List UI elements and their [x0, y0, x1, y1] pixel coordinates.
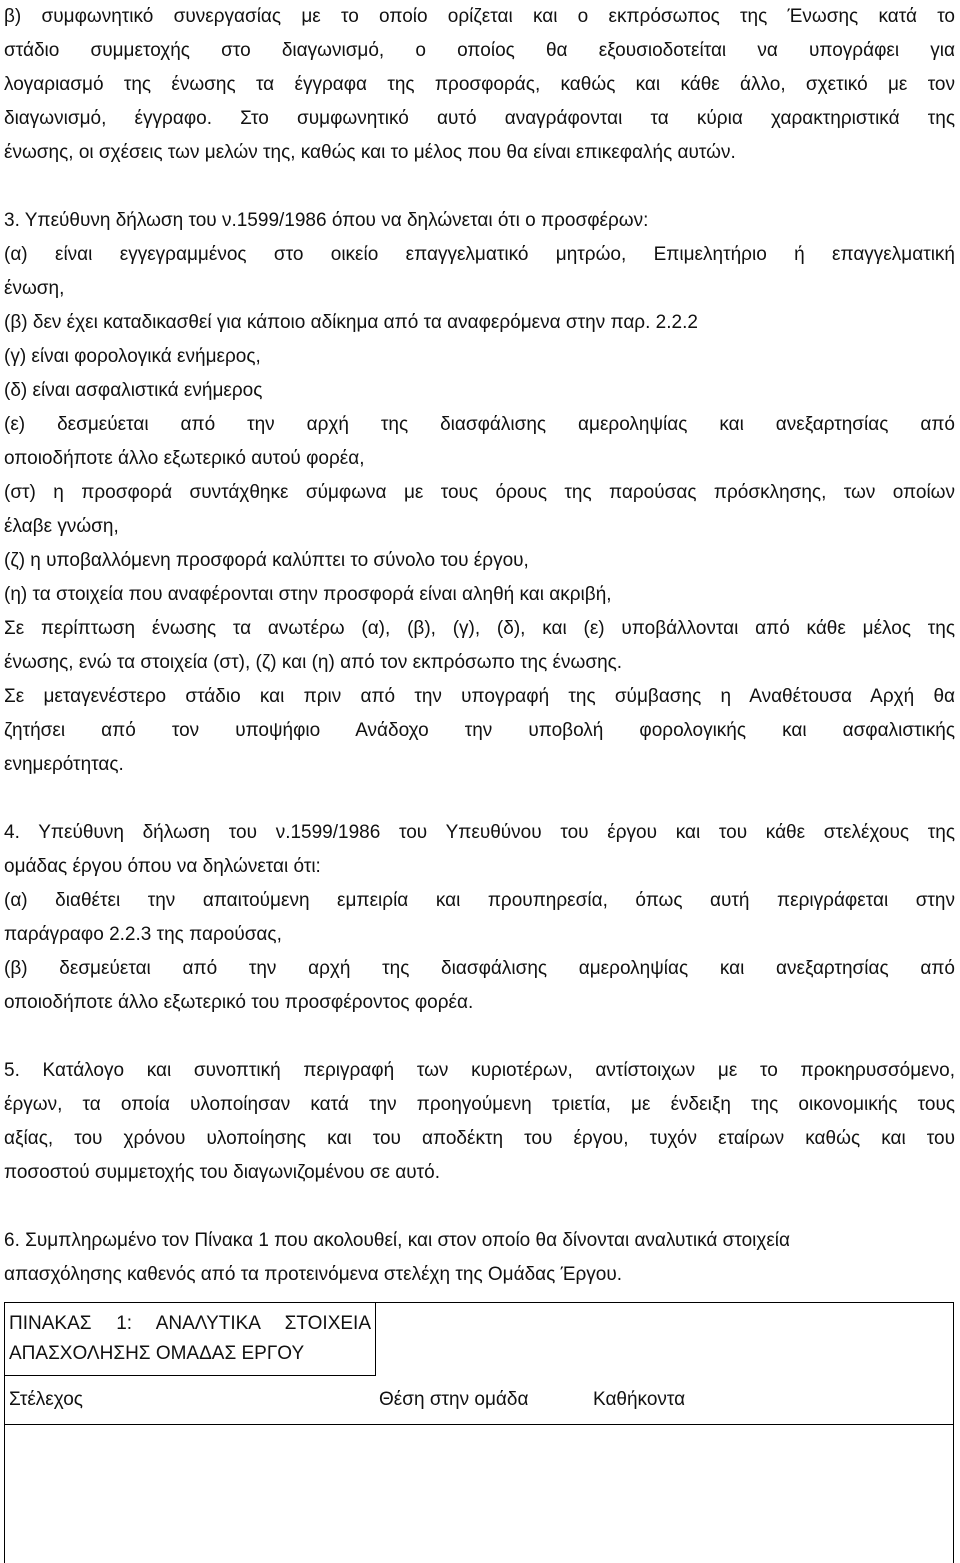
text-line: (β) δεν έχει καταδικασθεί για κάποιο αδίκημα από τα αναφερόμενα στην παρ. 2.2.2 — [4, 312, 698, 333]
column-header-position: Θέση στην ομάδα — [379, 1389, 529, 1410]
text-line: απασχόλησης καθενός από τα προτεινόμενα στελέχη της Ομάδας Έργου. — [4, 1264, 623, 1285]
text-line: ενημερότητας. — [4, 754, 124, 775]
text-line: ομάδας έργου όπου να δηλώνεται ότι: — [4, 856, 321, 877]
text-line: παράγραφο 2.2.3 της παρούσας, — [4, 924, 282, 945]
text-line: (β) δεσμεύεται από την αρχή της διασφάλισης αμεροληψίας και ανεξαρτησίας από — [4, 958, 955, 979]
text-line: οποιοδήποτε άλλο εξωτερικό αυτού φορέα, — [4, 448, 365, 469]
text-line: αξίας, του χρόνου υλοποίησης και του αποδέκτη του έργου, τυχόν εταίρων καθώς και του — [4, 1128, 955, 1149]
text-line: 3. Υπεύθυνη δήλωση του ν.1599/1986 όπου να δηλώνεται ότι ο προσφέρων: — [4, 210, 649, 231]
text-line: λογαριασμό της ένωσης τα έγγραφα της προσφοράς, καθώς και κάθε άλλο, σχετικό με τον — [4, 74, 955, 95]
text-line: ποσοστού συμμετοχής του διαγωνιζομένου σε αυτό. — [4, 1162, 440, 1183]
text-line: (δ) είναι ασφαλιστικά ενήμερος — [4, 380, 263, 401]
column-header-duties: Καθήκοντα — [593, 1389, 686, 1410]
text-line: ένωσης, ενώ τα στοιχεία (στ), (ζ) και (η) από τον εκπρόσωπο της ένωσης. — [4, 652, 623, 673]
team-employment-table — [4, 1302, 954, 1563]
column-header-staff: Στέλεχος — [9, 1389, 83, 1410]
paragraph-item-6 — [4, 1224, 955, 1292]
text-line: 4. Υπεύθυνη δήλωση του ν.1599/1986 του Υπευθύνου του έργου και του κάθε στελέχους της — [4, 822, 955, 843]
text-line: έργων, τα οποία υλοποίησαν κατά την προηγούμενη τριετία, με ένδειξη της οικονομικής τους — [4, 1094, 955, 1115]
document-body — [4, 0, 955, 1292]
paragraph-item-3 — [4, 204, 955, 782]
table-title-line-1: ΠΙΝΑΚΑΣ 1: ΑΝΑΛΥΤΙΚΑ ΣΤΟΙΧΕΙΑ — [9, 1313, 371, 1334]
text-line: (η) τα στοιχεία που αναφέρονται στην προσφορά είναι αληθή και ακριβή, — [4, 584, 612, 605]
text-line: (ε) δεσμεύεται από την αρχή της διασφάλισης αμεροληψίας και ανεξαρτησίας από — [4, 414, 955, 435]
text-line: στάδιο συμμετοχής στο διαγωνισμό, ο οποίος θα εξουσιοδοτείται να υπογράφει για — [4, 40, 955, 61]
text-line: ένωση, — [4, 278, 65, 299]
text-line: ένωσης, οι σχέσεις των μελών της, καθώς και το μέλος που θα είναι επικεφαλής αυτών. — [4, 142, 736, 163]
table-row-divider — [5, 1424, 953, 1425]
text-line: 6. Συμπληρωμένο τον Πίνακα 1 που ακολουθεί, και στον οποίο θα δίνονται αναλυτικά στοιχεία — [4, 1230, 791, 1251]
paragraph-item-5 — [4, 1054, 955, 1190]
text-line: (στ) η προσφορά συντάχθηκε σύμφωνα με τους όρους της παρούσας πρόσκλησης, των οποίων — [4, 482, 955, 503]
text-line: ζητήσει από τον υποψήφιο Ανάδοχο την υποβολή φορολογικής και ασφαλιστικής — [4, 720, 955, 741]
text-line: (γ) είναι φορολογικά ενήμερος, — [4, 346, 261, 367]
text-line: Σε περίπτωση ένωσης τα ανωτέρω (α), (β), (γ), (δ), και (ε) υποβάλλονται από κάθε μέλος της — [4, 618, 955, 639]
text-line: (α) είναι εγγεγραμμένος στο οικείο επαγγελματικό μητρώο, Επιμελητήριο ή επαγγελματική — [4, 244, 955, 265]
paragraph-agreement — [4, 0, 955, 170]
text-line: οποιοδήποτε άλλο εξωτερικό του προσφέροντος φορέα. — [4, 992, 474, 1013]
text-line: (ζ) η υποβαλλόμενη προσφορά καλύπτει το σύνολο του έργου, — [4, 550, 529, 571]
table-title-cell — [5, 1303, 376, 1376]
text-line: διαγωνισμό, έγγραφο. Στο συμφωνητικό αυτό αναγράφονται τα κύρια χαρακτηριστικά της — [4, 108, 955, 129]
paragraph-item-4 — [4, 816, 955, 1020]
text-line: 5. Κατάλογο και συνοπτική περιγραφή των κυριοτέρων, αντίστοιχων με το προκηρυσσόμενο, — [4, 1060, 955, 1081]
text-line: (α) διαθέτει την απαιτούμενη εμπειρία και προυπηρεσία, όπως αυτή περιγράφεται στην — [4, 890, 955, 911]
text-line: β) συμφωνητικό συνεργασίας με το οποίο ορίζεται και ο εκπρόσωπος της Ένωσης κατά το — [4, 6, 955, 27]
text-line: έλαβε γνώση, — [4, 516, 119, 537]
text-line: Σε μεταγενέστερο στάδιο και πριν από την υπογραφή της σύμβασης η Αναθέτουσα Αρχή θα — [4, 686, 955, 707]
table-title-line-2: ΑΠΑΣΧΟΛΗΣΗΣ ΟΜΑΔΑΣ ΕΡΓΟΥ — [9, 1343, 305, 1364]
